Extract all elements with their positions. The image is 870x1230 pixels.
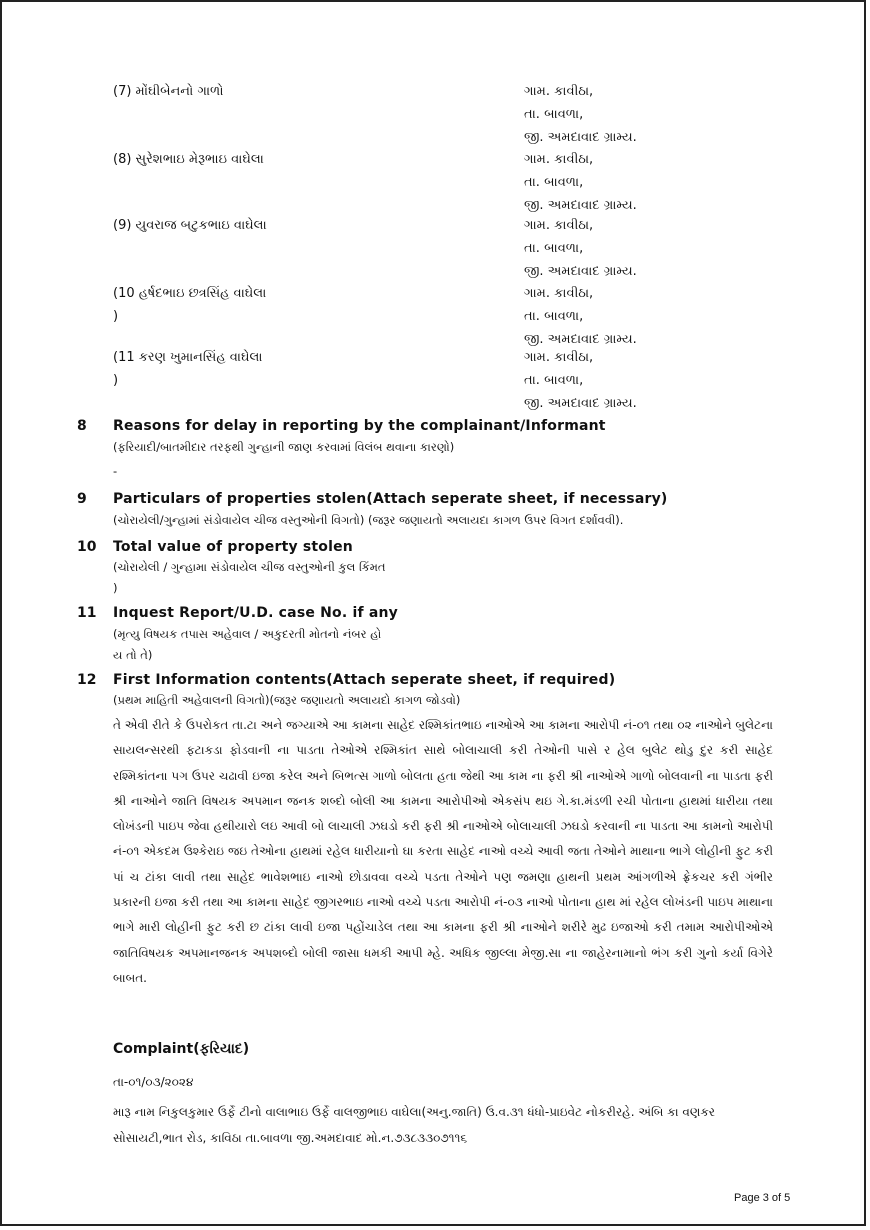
accused-address — [524, 80, 724, 149]
section-title: Inquest Report/U.D. case No. if any — [113, 605, 398, 621]
address-taluka: તા. બાવળા, — [524, 241, 584, 256]
section-title: Reasons for delay in reporting by the complainant/Informant — [113, 418, 606, 434]
section-number: 11 — [77, 605, 97, 621]
address-district: જી. અમદાવાદ ગ્રામ્ય. — [524, 332, 637, 347]
address-taluka: તા. બાવળા, — [524, 373, 584, 388]
section-subtitle: (પ્રથમ માહિતી અહેવાલની વિગતો)(જરૂર જણાયતો અલાયદો કાગળ જોડવો) — [113, 693, 461, 707]
complaint-heading: Complaint(ફરિયાદ) — [113, 1041, 250, 1057]
address-village: ગામ. કાવીઠા, — [524, 218, 594, 233]
section-subtitle: (ચોરાયેલી/ગુન્હામાં સંડોવાયેલ ચીજ વસ્તુઓની વિગતો) (જરૂર જણાયતો અલાયદા કાગળ ઉપર વિગત દર્શાવવી). — [113, 513, 624, 527]
address-village: ગામ. કાવીઠા, — [524, 84, 594, 99]
section-title: First Information contents(Attach seperate sheet, if required) — [113, 672, 616, 688]
address-village: ગામ. કાવીઠા, — [524, 152, 594, 167]
address-district: જી. અમદાવાદ ગ્રામ્ય. — [524, 396, 637, 411]
accused-address — [524, 346, 724, 415]
address-district: જી. અમદાવાદ ગ્રામ્ય. — [524, 198, 637, 213]
address-district: જી. અમદાવાદ ગ્રામ્ય. — [524, 264, 637, 279]
section-number: 8 — [77, 418, 87, 434]
complaint-statement: મારૂ નામ નિકુલકુમાર ઉર્ફે ટીનો વાલાભાઇ ઉર્ફે વાલજીભાઇ વાઘેલા(અનુ.જાતિ) ઉ.વ.૩૧ ધંધો-પ્રાઇવેટ નોકરીરહે. અંબિ કા વણકર સોસાયટી,ભાત રોડ, કાવિઠા તા.બાવળા જી.અમદાવાદ મો.ન.૭૩૮૩૩૦૭૧૧૬ — [113, 1105, 715, 1145]
accused-name: (7) મોંઘીબેનનો ગાળો — [113, 84, 224, 99]
section-subtitle: (મૃત્યુ વિષયક તપાસ અહેવાલ / અકુદરતી મોતનો નંબર હો ય તો તે) — [113, 627, 382, 662]
accused-name: (9) યુવરાજ બટુકભાઇ વાઘેલા — [113, 218, 267, 233]
address-taluka: તા. બાવળા, — [524, 309, 584, 324]
section-title: Total value of property stolen — [113, 539, 353, 555]
accused-name: (10 હર્ષદભાઇ છત્રસિંહ વાઘેલા ) — [113, 286, 267, 324]
section-subtitle: (ચોરાયેલી / ગુન્હામા સંડોવાયેલ ચીજ વસ્તુઓની કુલ કિંમત ) — [113, 560, 386, 595]
section-title: Particulars of properties stolen(Attach seperate sheet, if necessary) — [113, 491, 668, 507]
address-village: ગામ. કાવીઠા, — [524, 350, 594, 365]
section-number: 10 — [77, 539, 97, 555]
page-number: Page 3 of 5 — [734, 1192, 791, 1204]
first-information-narrative: તે એવી રીતે કે ઉપરોકત તા.ટા અને જગ્યાએ આ કામના સાહેદ રશ્મિકાંતભાઇ નાઓએ આ કામના આરોપી નં-૦૧ તથા ૦૨ નાઓને બુલેટના સાયલન્સરથી ફટાકડા ફોડવાની ના પાડતા તેઓએ રશ્મિકાંત સાથે બોલાચાલી કરી તેઓની પાસે ર હેલ બુલેટ થોડુ દુર કરી સાહેદ રશ્મિકાંતના પગ ઉપર ચઢાવી ઇજા કરેલ અને બિભત્સ ગાળો બોલતા હતા જેથી આ કામ ના ફરી શ્રી નાઓએ ગાળો બોલવાની ના પાડતા ફરી શ્રી નાઓને જાતિ વિષયક અપમાન જનક શબ્દો બોલી આ કામના આરોપીઓ એકસંપ થઇ ગે.કા.મંડળી રચી પોતાના હાથમાં ધારીયા તથા લોખંડની પાઇપ જેવા હથીયારો લઇ આવી બો લાચાલી ઝઘડો કરી ફરી શ્રી નાઓએ બોલાચાલી ઝઘડો કરવાની ના પાડતા આ કામનો આરોપી નં-૦૧ એકદમ ઉશ્કેરાઇ જઇ તેઓના હાથમાં રહેલ ધારીયાનો ઘા કરતા સાહેદ નાઓ વચ્ચે આવી જતા તેઓને માથાના ભાગે લોહીની ફુટ કરી પાં ચ ટાંકા લાવી તથા સાહેદ ભાવેશભાઇ નાઓ છોડાવવા વચ્ચે પડતા તેઓને પણ જમણા હાથની પ્રથમ આંગળીએ ફ્રેકચર કરી ગંભીર પ્રકારની ઇજા કરી તથા આ કામના સાહેદ જીગરભાઇ નાઓ વચ્ચે પડતા આરોપી નં-૦૩ નાઓ પોતાના હાથ માં રહેલ લોખંડની પાઇપ માથાના ભાગે મારી લોહીની ફુટ કરી છ ટાંકા લાવી ઇજા પહોંચાડેલ તથા આ કામના ફરી શ્રી નાઓને શરીરે મુઢ ઇજાઓ કરી તમામ આરોપીઓએ જાતિવિષયક અપમાનજનક અપશબ્દો બોલી જાસા ધમકી આપી મ્હે. અધિક જીલ્લા મેજી.સા ના જાહેરનામાનો ભંગ કરી ગુનો કર્યા વિગેરે બાબત. — [113, 718, 773, 985]
accused-address — [524, 282, 724, 351]
section-number: 9 — [77, 491, 87, 507]
section-subtitle: (ફરિયાદી/બાતમીદાર તરફથી ગુન્હાની જાણ કરવામાં વિલંબ થવાના કારણો) — [113, 440, 455, 454]
address-taluka: તા. બાવળા, — [524, 175, 584, 190]
section-number: 12 — [77, 672, 97, 688]
complaint-date: તા-૦૧/૦૩/૨૦૨૪ — [113, 1075, 194, 1089]
accused-address — [524, 214, 724, 283]
address-village: ગામ. કાવીઠા, — [524, 286, 594, 301]
address-taluka: તા. બાવળા, — [524, 107, 584, 122]
address-district: જી. અમદાવાદ ગ્રામ્ય. — [524, 130, 637, 145]
accused-name: (11 કરણ ખુમાનસિંહ વાઘેલા ) — [113, 350, 263, 388]
accused-name: (8) સુરેશભાઇ મેરૂભાઇ વાઘેલા — [113, 152, 264, 167]
accused-address — [524, 148, 724, 217]
section-value: - — [113, 464, 118, 478]
